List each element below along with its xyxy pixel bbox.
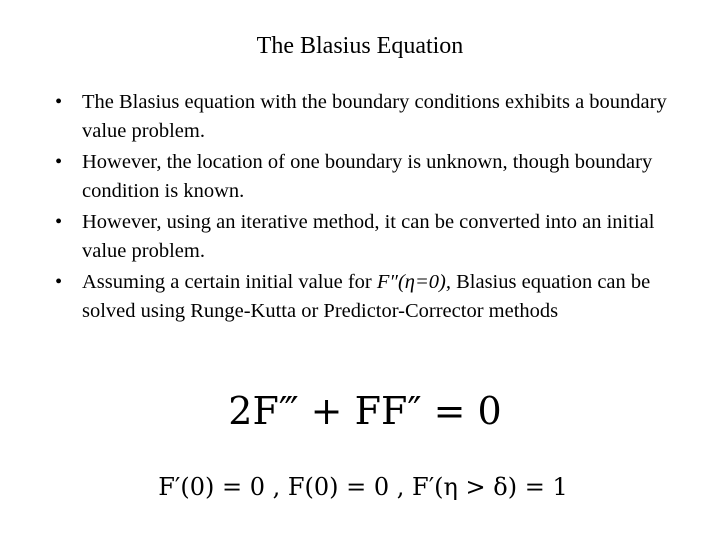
bullet-marker: •	[55, 211, 63, 233]
bullet-marker: •	[55, 91, 63, 113]
bullet-text: However, the location of one boundary is unknown, though boundary condition is known.	[82, 151, 653, 202]
bullet-marker: •	[55, 151, 63, 173]
bullet-text-before: Assuming a certain initial value for	[82, 271, 377, 293]
bullet-text-italic: F″(η=0),	[376, 271, 451, 293]
slide-title: The Blasius Equation	[256, 33, 464, 59]
bullet-text: The Blasius equation with the boundary conditions exhibits a boundary value problem.	[82, 91, 667, 142]
bullet-text-after: Blasius equation can be solved using Runge-Kutta or Predictor-Corrector methods	[82, 271, 651, 322]
bullet-item-4	[52, 268, 692, 325]
bullet-marker: •	[55, 271, 63, 293]
bullet-item-3	[52, 208, 692, 265]
boundary-conditions: F′(0) = 0 , F(0) = 0 , F′(η > δ) = 1	[158, 473, 568, 501]
bullet-item-2	[52, 148, 692, 205]
blasius-equation: 2F‴ + FF″ = 0	[228, 389, 502, 433]
bullet-list	[52, 88, 692, 328]
bullet-item-1	[52, 88, 692, 145]
bullet-text: However, using an iterative method, it can be converted into an initial value problem.	[82, 211, 655, 262]
